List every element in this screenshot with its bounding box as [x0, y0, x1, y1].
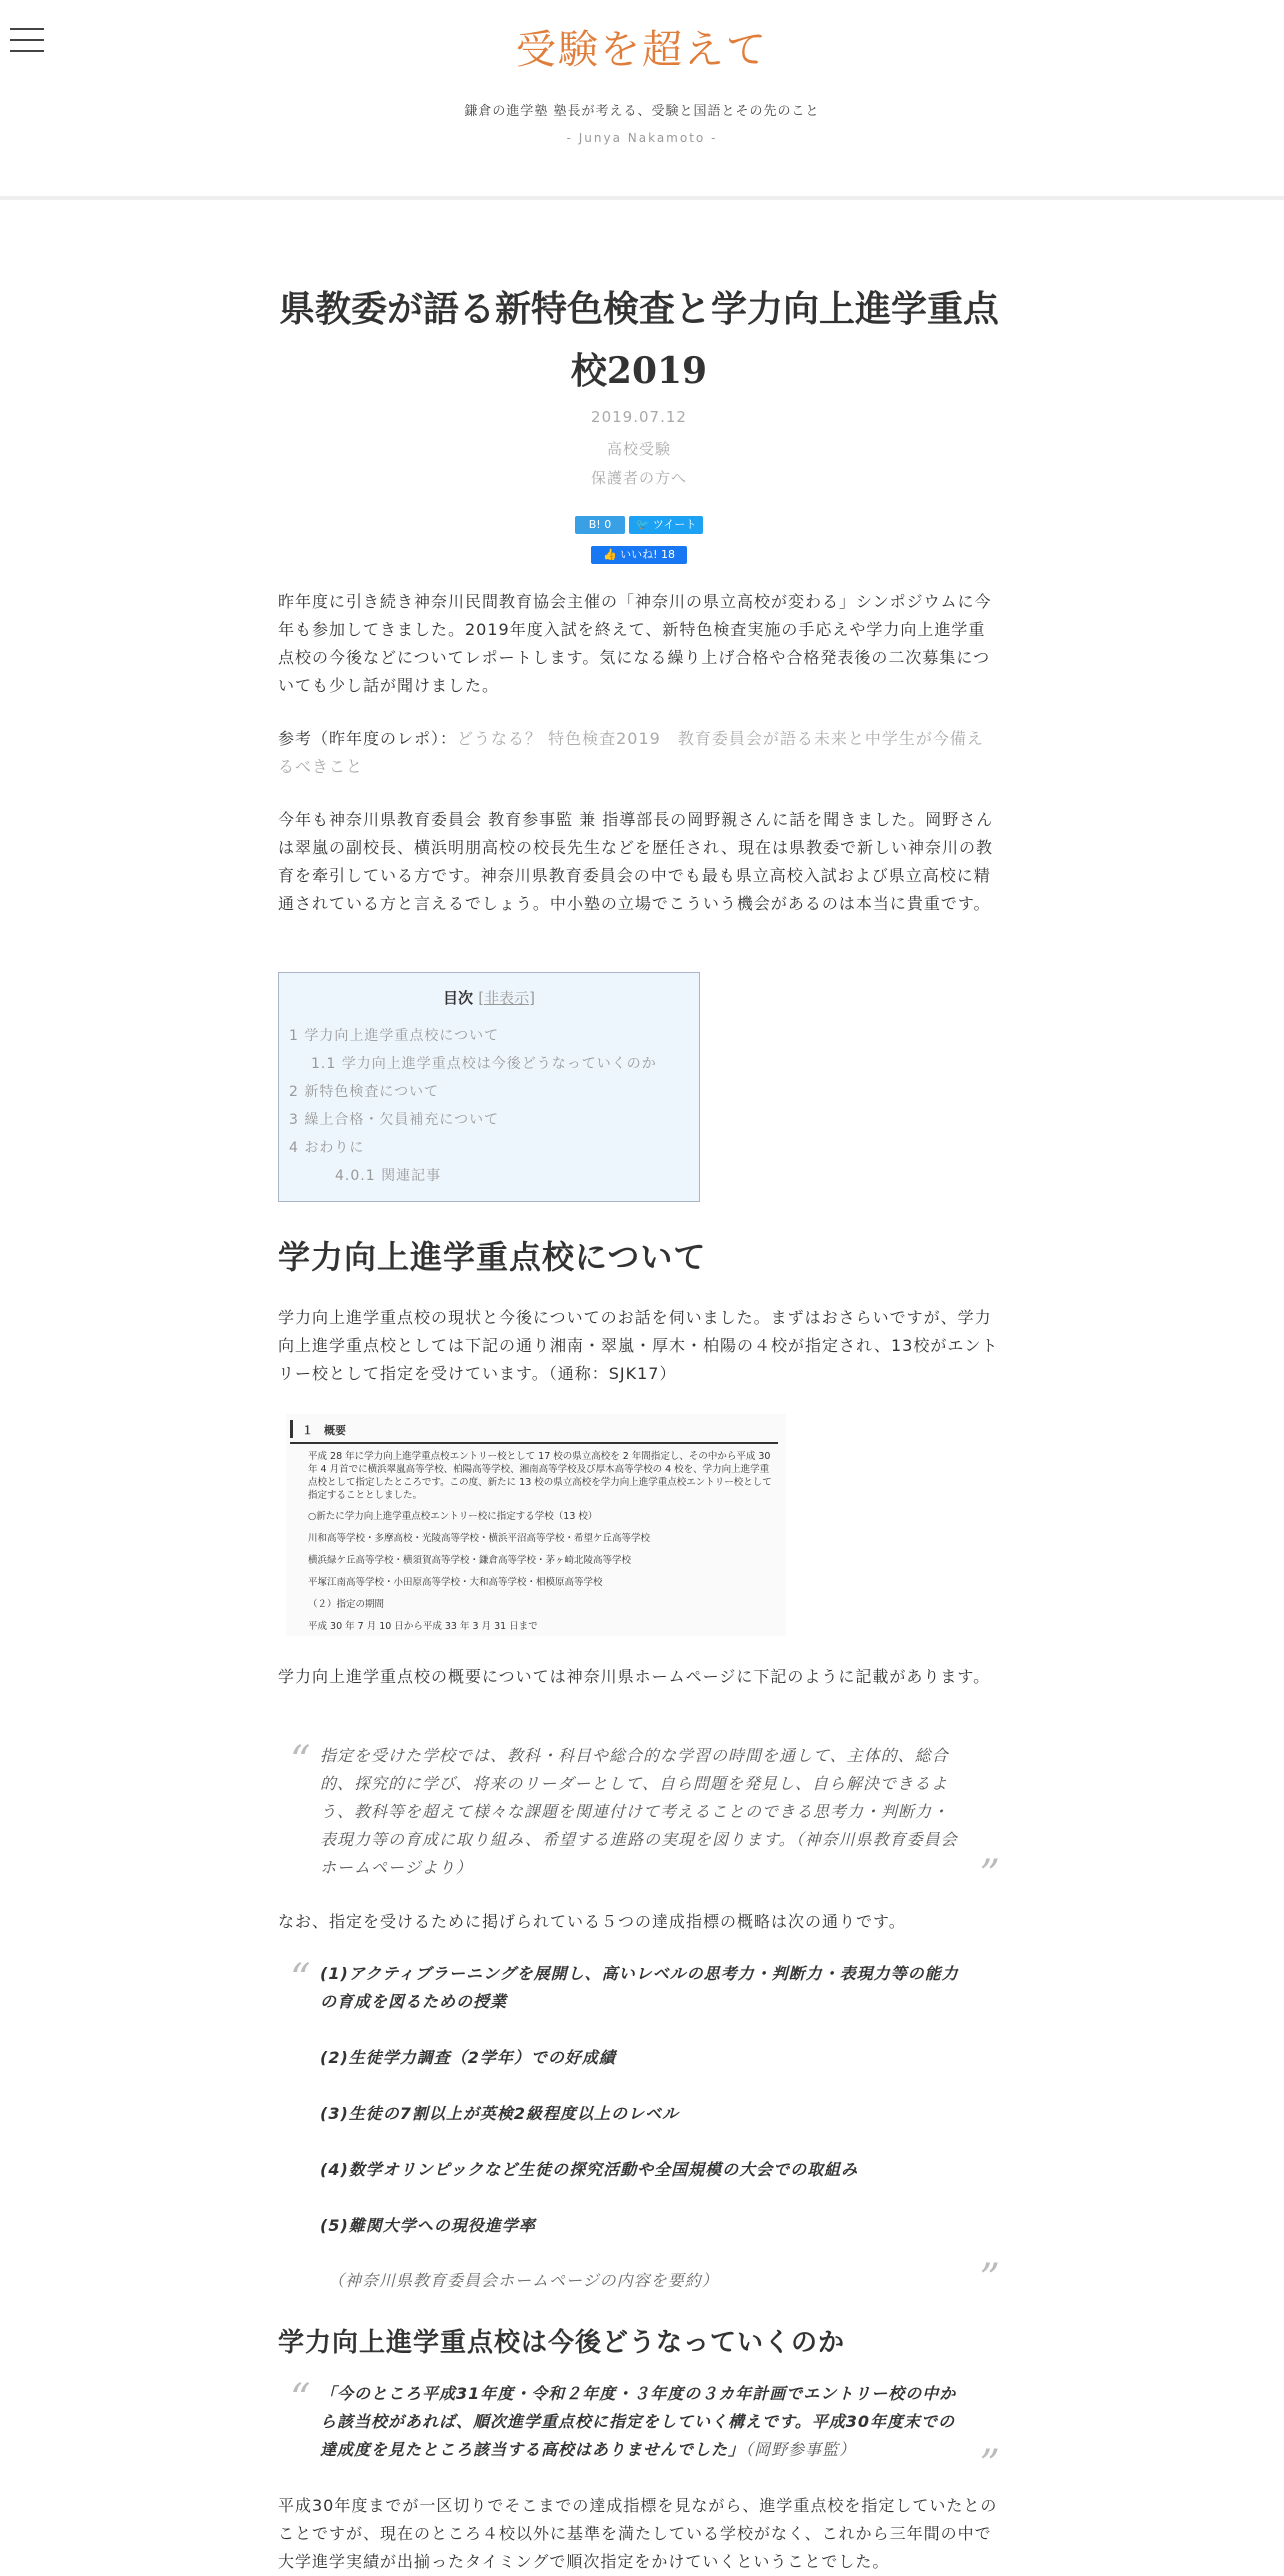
- indicator-item: (1)アクティブラーニングを展開し、高いレベルの思考力・判断力・表現力等の能力の育成を図るための授業: [320, 1964, 959, 2011]
- reference-label: 参考（昨年度のレポ）：: [278, 729, 458, 748]
- share-buttons: [278, 513, 1000, 534]
- indicators-blockquote: [278, 1956, 1000, 2302]
- indicator-item: (3)生徒の7割以上が英検2級程度以上のレベル: [320, 2104, 680, 2123]
- doc-heading: １ 概要: [302, 1424, 346, 1437]
- site-title[interactable]: 受験を超えて: [516, 27, 768, 73]
- toc-item[interactable]: 4 おわりに: [289, 1140, 365, 1156]
- intro-paragraph: 昨年度に引き続き神奈川民間教育協会主催の「神奈川の県立高校が変わる」シンポジウムに今年も参加してきました。2019年度入試を終えて、新特色検査実施の手応えや学力向上進学重点校の今後などについてレポートします。気になる繰り上げ合格や合格発表後の二次募集についても少し話が聞けました。: [278, 592, 992, 695]
- indicator-item: (4)数学オリンピックなど生徒の探究活動や全国規模の大会での取組み: [320, 2160, 859, 2179]
- doc-line: 年 4 月首でに横浜翠嵐高等学校、柏陽高等学校、湘南高等学校及び厚木高等学校の 4 校を、学力向上進学重: [308, 1464, 770, 1475]
- hatena-bookmark-button[interactable]: B! 0: [575, 516, 625, 534]
- doc-line: 平成 28 年に学力向上進学重点校エントリー校として 17 校の県立高校を 2 年間指定し、その中から平成 30: [308, 1451, 771, 1462]
- category-link[interactable]: 保護者の方へ: [590, 469, 687, 487]
- facebook-like-button[interactable]: 👍 いいね! 18: [591, 546, 687, 564]
- site-header: [0, 0, 1284, 200]
- toc-item[interactable]: 2 新特色検査について: [289, 1084, 440, 1100]
- indicator-item: (5)難関大学への現役進学率: [320, 2216, 536, 2235]
- toc-item[interactable]: 4.0.1 関連記事: [335, 1168, 442, 1184]
- like-label: いいね! 18: [620, 548, 676, 561]
- site-author: - Junya Nakamoto -: [566, 131, 718, 145]
- section-heading: 学力向上進学重点校について: [278, 1238, 707, 1276]
- blockquote: [278, 1738, 1000, 1898]
- doc-line: 平成 30 年 7 月 10 日から平成 33 年 3 月 31 日まで: [308, 1621, 538, 1632]
- doc-line: 点校として指定したところです。この度、新たに 13 校の県立高校を学力向上進学重点校エントリー校として: [308, 1477, 772, 1488]
- doc-line: 平塚江南高等学校・小田原高等学校・大和高等学校・相模原高等学校: [308, 1577, 603, 1588]
- quote-close-icon: ”: [979, 1852, 1000, 1898]
- quote-close-icon: ”: [979, 2442, 1000, 2488]
- paragraph: 学力向上進学重点校の現状と今後についてのお話を伺いました。まずはおさらいですが、学力向上進学重点校としては下記の通り湘南・翠嵐・厚木・柏陽の４校が指定され、13校がエントリー校として指定を受けています。（通称：SJK17）: [278, 1308, 999, 1383]
- quote-source: （神奈川県教育委員会ホームページの内容を要約）: [328, 2271, 719, 2290]
- tweet-button[interactable]: 🐦 ツイート: [629, 516, 703, 534]
- paragraph: なお、指定を受けるために掲げられている５つの達成指標の概略は次の通りです。: [278, 1912, 906, 1931]
- doc-line: （２）指定の期間: [308, 1599, 385, 1610]
- site-description: 鎌倉の進学塾 塾長が考える、受験と国語とその先のこと: [464, 104, 820, 119]
- category-link[interactable]: 高校受験: [606, 440, 671, 458]
- toc-toggle[interactable]: [非表示]: [478, 989, 535, 1007]
- reference-paragraph: [278, 725, 1000, 781]
- doc-line: 横浜緑ケ丘高等学校・横須賀高等学校・鎌倉高等学校・茅ヶ崎北陵高等学校: [308, 1555, 632, 1566]
- paragraph: 平成30年度までが一区切りでそこまでの達成指標を見ながら、進学重点校を指定していたとのことですが、現在のところ４校以外に基準を満たしている学校がなく、これから三年間の中で大学進学実績が出揃ったタイミングで順次指定をかけていくということでした。: [278, 2496, 998, 2571]
- quote-close-icon: ”: [979, 2256, 1000, 2302]
- quote-text: 指定を受けた学校では、教科・科目や総合的な学習の時間を通して、主体的、総合的、探究的に学び、将来のリーダーとして、自ら問題を発見し、自ら解決できるよう、教科等を超えて様々な課題を関連付けて考えることのできる思考力・判断力・表現力等の育成に取り組み、希望する進路の実現を図ります。（神奈川県教育委員会ホームページより）: [320, 1746, 958, 1877]
- tweet-label: ツイート: [652, 518, 697, 531]
- doc-line: ○新たに学力向上進学重点校エントリー校に指定する学校（13 校）: [308, 1511, 598, 1522]
- post-date: 2019.07.12: [591, 408, 687, 426]
- quote-source: （岡野参事監）: [745, 2440, 857, 2459]
- indicator-item: (2)生徒学力調査（2学年）での好成績: [320, 2048, 616, 2067]
- article-title: 県教委が語る新特色検査と学力向上進学重点校2019: [278, 288, 999, 393]
- toc-item[interactable]: 1.1 学力向上進学重点校は今後どうなっていくのか: [311, 1056, 657, 1072]
- subsection-heading: 学力向上進学重点校は今後どうなっていくのか: [278, 2328, 846, 2358]
- blockquote: [278, 2376, 1000, 2488]
- reference-link[interactable]: どうなる？ 特色検査2019 教育委員会が語る未来と中学生が今備えるべきこと: [278, 729, 984, 776]
- quote-text: 「今のところ平成31年度・令和２年度・３年度の３カ年計画でエントリー校の中から該当校があれば、順次進学重点校に指定をしていく構えです。平成30年度末での達成度を見たところ該当する高校はありませんでした」: [320, 2384, 957, 2459]
- toc-item[interactable]: 3 繰上合格・欠員補充について: [289, 1112, 500, 1128]
- quote-open-icon: “: [290, 2376, 311, 2422]
- paragraph: 学力向上進学重点校の概要については神奈川県ホームページに下記のように記載があります。: [278, 1667, 991, 1686]
- prefecture-document-image: [286, 1414, 786, 1636]
- table-of-contents: [278, 972, 700, 1202]
- quote-open-icon: “: [290, 1956, 311, 2002]
- hamburger-menu-icon[interactable]: [10, 28, 44, 54]
- paragraph: 今年も神奈川県教育委員会 教育参事監 兼 指導部長の岡野親さんに話を聞きました。岡野さんは翠嵐の副校長、横浜明朋高校の校長先生などを歴任され、現在は県教委で新しい神奈川の教育を牽引している方です。神奈川県教育委員会の中でも最も県立高校入試および県立高校に精通されている方と言えるでしょう。中小塾の立場でこういう機会があるのは本当に貴重です。: [278, 810, 994, 913]
- toc-item[interactable]: 1 学力向上進学重点校について: [289, 1028, 500, 1044]
- doc-line: 指定することとしました。: [308, 1490, 423, 1501]
- quote-open-icon: “: [290, 1738, 311, 1784]
- toc-title: 目次 [非表示]: [443, 989, 535, 1007]
- doc-line: 川和高等学校・多摩高校・光陵高等学校・横浜平沼高等学校・希望ケ丘高等学校: [308, 1533, 651, 1544]
